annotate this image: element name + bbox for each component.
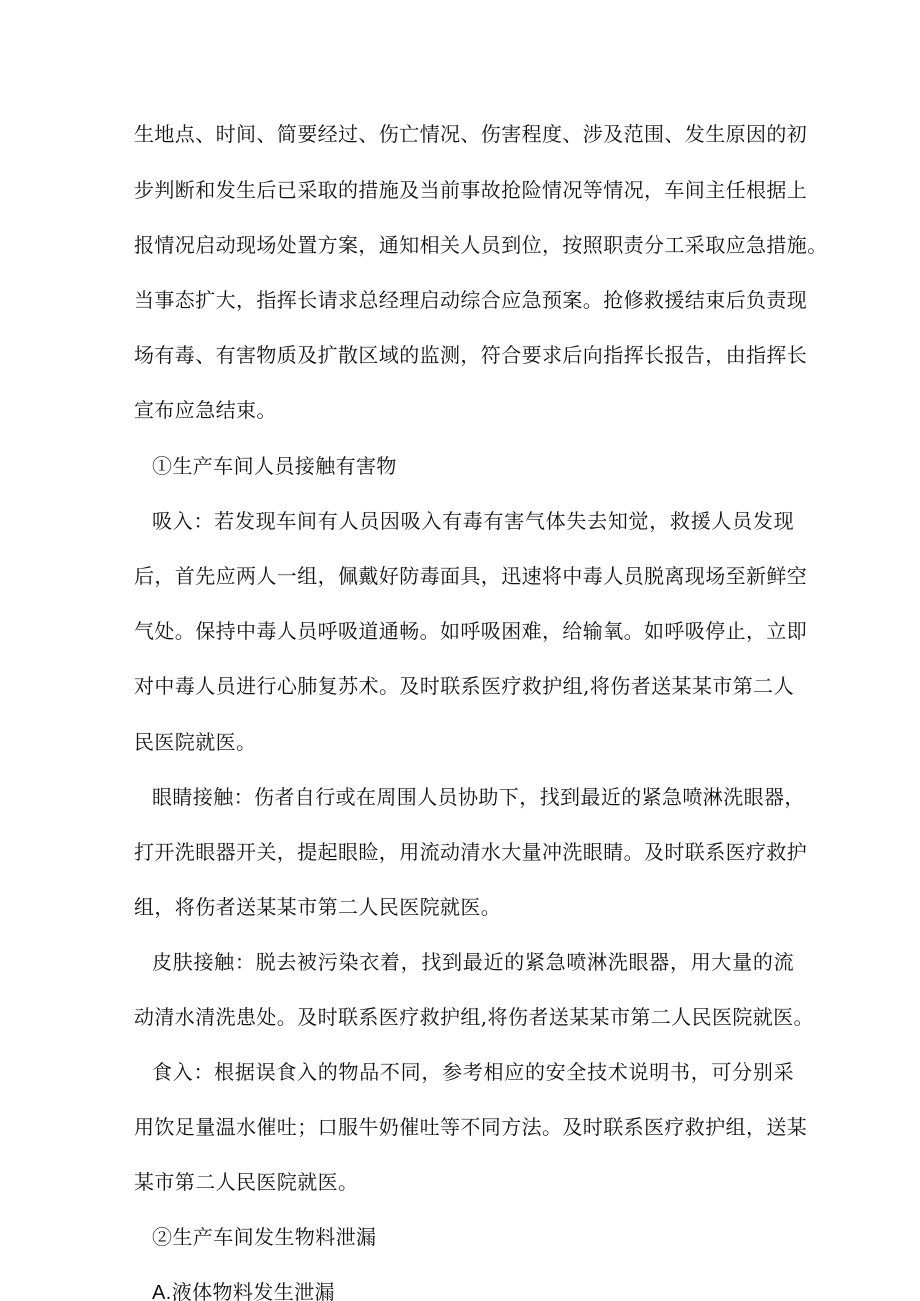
paragraph-line: 对中毒人员进行心肺复苏术。及时联系医疗救护组,将伤者送某某市第二人: [134, 674, 794, 698]
paragraph-line: 宣布应急结束。: [134, 398, 277, 422]
paragraph-line: 皮肤接触：脱去被污染衣着，找到最近的紧急喷淋洗眼器，用大量的流: [152, 950, 794, 974]
paragraph-line: 后，首先应两人一组，佩戴好防毒面具，迅速将中毒人员脱离现场至新鲜空: [134, 564, 808, 588]
paragraph-line: 组，将伤者送某某市第二人民医院就医。: [134, 895, 502, 919]
section-heading: ①生产车间人员接触有害物: [152, 454, 397, 478]
paragraph-line: 动清水清洗患处。及时联系医疗救护组,将伤者送某某市第二人民医院就医。: [134, 1005, 814, 1029]
paragraph-line: 步判断和发生后已采取的措施及当前事故抢险情况等情况，车间主任根据上: [134, 178, 808, 202]
paragraph-line: 当事态扩大，指挥长请求总经理启动综合应急预案。抢修救援结束后负责现: [134, 288, 808, 312]
subsection-prefix: A.: [152, 1282, 172, 1301]
paragraph-line: 某市第二人民医院就医。: [134, 1170, 359, 1194]
paragraph-line: 场有毒、有害物质及扩散区域的监测，符合要求后向指挥长报告，由指挥长: [134, 343, 808, 367]
paragraph-line: 民医院就医。: [134, 730, 257, 754]
paragraph-line: 气处。保持中毒人员呼吸道通畅。如呼吸困难，给输氧。如呼吸停止，立即: [134, 619, 808, 643]
paragraph-line: 眼睛接触：伤者自行或在周围人员协助下，找到最近的紧急喷淋洗眼器，: [152, 785, 805, 809]
paragraph-line: 用饮足量温水催吐；口服牛奶催吐等不同方法。及时联系医疗救护组，送某: [134, 1115, 808, 1139]
section-heading: ②生产车间发生物料泄漏: [152, 1225, 377, 1249]
subsection-title: 液体物料发生泄漏: [171, 1280, 335, 1301]
paragraph-line: 报情况启动现场处置方案，通知相关人员到位，按照职责分工采取应急措施。: [134, 233, 828, 257]
paragraph-line: 吸入：若发现车间有人员因吸入有毒有害气体失去知觉，救援人员发现: [152, 509, 794, 533]
paragraph-line: 生地点、时间、简要经过、伤亡情况、伤害程度、涉及范围、发生原因的初: [134, 122, 808, 146]
paragraph-line: 打开洗眼器开关，提起眼睑，用流动清水大量冲洗眼睛。及时联系医疗救护: [134, 840, 808, 864]
subsection-heading: [152, 1279, 335, 1301]
paragraph-line: 食入：根据误食入的物品不同，参考相应的安全技术说明书，可分别采: [152, 1060, 794, 1084]
